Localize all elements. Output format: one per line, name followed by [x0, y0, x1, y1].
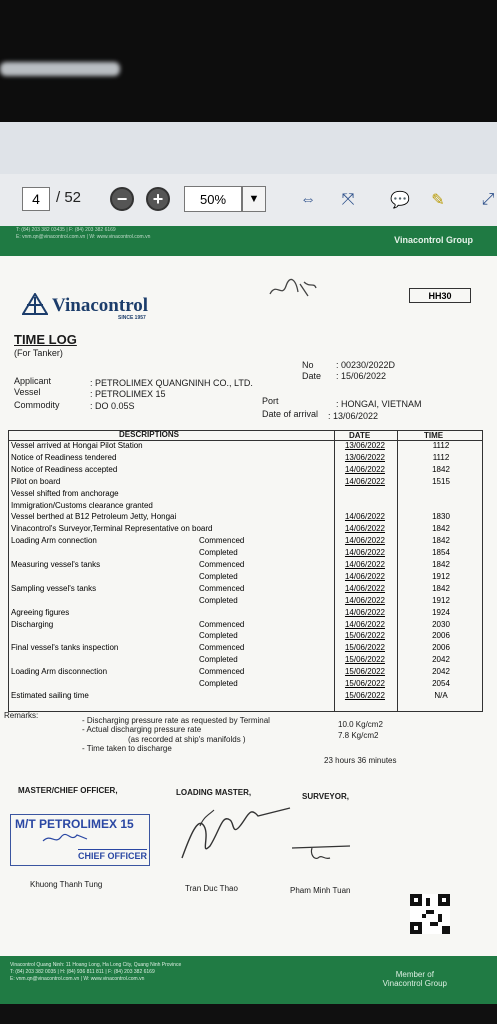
- doc-subtitle: (For Tanker): [14, 348, 63, 358]
- remark-line1: - Discharging pressure rate as requested by Terminal: [82, 716, 270, 725]
- vessel-label: Vessel: [14, 387, 41, 397]
- row-time: 1842: [432, 583, 450, 593]
- handwritten-initial: [268, 278, 318, 305]
- screen-margin: [0, 122, 497, 174]
- master-name: Khuong Thanh Tung: [30, 880, 103, 889]
- table-row: [9, 608, 482, 620]
- zoom-in-icon[interactable]: +: [146, 187, 170, 211]
- row-description: Sampling vessel's tanks: [11, 583, 97, 593]
- row-time: 1112: [432, 452, 450, 462]
- port-value: : HONGAI, VIETNAM: [336, 399, 422, 409]
- row-date: 15/06/2022: [344, 655, 386, 665]
- table-row: [9, 501, 482, 513]
- row-status: Completed: [199, 679, 238, 688]
- row-status: Completed: [199, 631, 238, 641]
- row-date: 15/06/2022: [344, 631, 386, 641]
- row-status: Commenced: [199, 536, 245, 546]
- remark-value1: 10.0 Kg/cm2: [338, 720, 383, 729]
- table-row: [9, 489, 482, 501]
- table-row: [9, 560, 482, 572]
- row-date: 14/06/2022: [344, 524, 386, 534]
- no-label: No: [302, 360, 314, 370]
- commodity-value: : DO 0.05S: [90, 401, 135, 411]
- letterhead-footer: [0, 956, 497, 1004]
- stamp-signature: [41, 831, 91, 847]
- table-row: [9, 536, 482, 548]
- row-status: Commenced: [199, 643, 245, 653]
- row-description: Notice of Readiness accepted: [11, 464, 118, 474]
- port-label: Port: [262, 396, 279, 406]
- arrival-label: Date of arrival: [262, 409, 319, 419]
- form-code: HH30: [409, 288, 471, 303]
- row-description: Immigration/Customs clearance granted: [11, 500, 153, 510]
- footer-contact: Vinacontrol Quang Ninh: 11 Hoang Long, Ha Long City, Quang Ninh Province T: (84) 203 382 0035 | H: (84) 936 811 811 | F: (84) 203 382 6169 E: vnm.qn@vinacontrol.com.vn | W: www.vinacontrol.com.vn: [10, 962, 182, 982]
- table-row: [9, 620, 482, 632]
- row-date: 14/06/2022: [344, 619, 386, 629]
- row-status: Completed: [199, 548, 238, 558]
- table-row: [9, 512, 482, 524]
- row-status: Completed: [199, 571, 238, 581]
- row-time: 2006: [432, 643, 450, 653]
- logo-since: SINCE 1957: [118, 315, 146, 321]
- chevron-down-icon[interactable]: ▼: [242, 186, 266, 212]
- time-log-table: [8, 430, 483, 712]
- stamp-line1: M/T PETROLIMEX 15: [15, 817, 134, 831]
- comment-icon[interactable]: 💬: [390, 192, 410, 209]
- row-date: 14/06/2022: [344, 476, 386, 486]
- table-row: [9, 584, 482, 596]
- row-date: 14/06/2022: [344, 571, 386, 581]
- surveyor-signature: [288, 836, 368, 866]
- col-descriptions: DESCRIPTIONS: [119, 430, 180, 439]
- row-description: Loading Arm connection: [11, 536, 97, 546]
- qr-code-icon: [410, 894, 450, 934]
- pdf-toolbar: [0, 174, 497, 227]
- row-date: 15/06/2022: [344, 667, 386, 677]
- footer-member: Member of Vinacontrol Group: [382, 970, 447, 988]
- row-description: Measuring vessel's tanks: [11, 560, 101, 569]
- logo-mark-icon: [22, 293, 48, 315]
- no-value: : 00230/2022D: [336, 360, 396, 370]
- applicant-value: : PETROLIMEX QUANGNINH CO., LTD.: [90, 378, 253, 388]
- row-description: Vessel arrived at Hongai Pilot Station: [11, 441, 143, 450]
- row-time: 1842: [432, 524, 450, 534]
- vessel-value: : PETROLIMEX 15: [90, 389, 166, 399]
- date-label: Date: [302, 371, 322, 381]
- expand-icon[interactable]: ⤢: [481, 191, 495, 208]
- loading-master-signature: [170, 796, 300, 866]
- row-date: 14/06/2022: [344, 595, 386, 605]
- col-date: DATE: [349, 431, 371, 440]
- header-contact: T: (84) 203 382 03435 | F: (84) 203 382 6169 E: vnm.qn@vinacontrol.com.vn | W: www.vinacontrol.com.vn: [16, 227, 151, 240]
- row-description: Agreeing figures: [11, 607, 70, 617]
- loading-master-label: LOADING MASTER,: [176, 788, 252, 797]
- page-number-input[interactable]: 4: [22, 187, 50, 211]
- glare: [0, 62, 120, 76]
- table-row: [9, 548, 482, 560]
- row-date: 14/06/2022: [344, 536, 386, 546]
- row-time: 1912: [432, 571, 450, 581]
- table-row: [9, 465, 482, 477]
- zoom-input[interactable]: 50%: [184, 186, 242, 212]
- row-date: 15/06/2022: [344, 679, 386, 688]
- table-row: [9, 441, 482, 453]
- row-description: Discharging: [11, 619, 54, 629]
- row-time: 1842: [432, 560, 450, 569]
- surveyor-name: Pham Minh Tuan: [290, 886, 351, 895]
- letterhead-header: [0, 226, 497, 256]
- fit-page-icon[interactable]: ⤧: [341, 191, 355, 208]
- row-date: 15/06/2022: [344, 690, 386, 700]
- row-date: 14/06/2022: [344, 560, 386, 569]
- row-time: 1842: [432, 464, 450, 474]
- monitor-bezel-bottom: [0, 1004, 497, 1024]
- row-time: 2042: [432, 667, 450, 677]
- table-header: [9, 431, 482, 441]
- monitor-bezel: [0, 0, 497, 122]
- row-status: Completed: [199, 595, 238, 605]
- row-time: 1912: [432, 595, 450, 605]
- row-status: Commenced: [199, 619, 245, 629]
- row-date: 14/06/2022: [344, 464, 386, 474]
- row-status: Commenced: [199, 667, 245, 677]
- row-description: Final vessel's tanks inspection: [11, 643, 119, 653]
- row-description: Notice of Readiness tendered: [11, 452, 117, 462]
- row-description: Loading Arm disconnection: [11, 667, 108, 677]
- remark-line2: - Actual discharging pressure rate: [82, 725, 202, 734]
- row-time: N/A: [434, 690, 448, 700]
- surveyor-label: SURVEYOR,: [302, 792, 349, 801]
- row-description: Pilot on board: [11, 476, 61, 486]
- table-row: [9, 453, 482, 465]
- fit-width-icon[interactable]: ⇔: [300, 191, 316, 208]
- row-date: 13/06/2022: [344, 452, 386, 462]
- pdf-page: [0, 226, 497, 1004]
- remark-line4: - Time taken to discharge: [82, 744, 172, 753]
- row-time: 2006: [432, 631, 450, 641]
- row-date: 15/06/2022: [344, 643, 386, 653]
- row-date: 14/06/2022: [344, 548, 386, 558]
- row-status: Completed: [199, 655, 238, 665]
- row-status: Commenced: [199, 560, 245, 569]
- row-time: 1854: [432, 548, 450, 558]
- row-time: 1830: [432, 512, 450, 522]
- row-description: Estimated sailing time: [11, 690, 89, 700]
- row-time: 1924: [432, 607, 450, 617]
- highlight-icon[interactable]: ✎: [431, 192, 445, 209]
- row-time: 1842: [432, 536, 450, 546]
- table-row: [9, 655, 482, 667]
- loading-master-name: Tran Duc Thao: [185, 884, 238, 893]
- table-row: [9, 596, 482, 608]
- page-total: / 52: [56, 189, 82, 206]
- remark-value2: 7.8 Kg/cm2: [338, 731, 379, 740]
- col-time: TIME: [424, 431, 444, 440]
- applicant-label: Applicant: [14, 376, 52, 386]
- table-row: [9, 643, 482, 655]
- remark-line3: (as recorded at ship's manifolds ): [128, 735, 246, 744]
- table-row: [9, 631, 482, 643]
- stamp-line2: CHIEF OFFICER: [78, 851, 147, 861]
- row-status: Commenced: [199, 583, 245, 593]
- ship-stamp: [10, 814, 150, 866]
- row-time: 2042: [432, 655, 450, 665]
- row-description: Vessel berthed at B12 Petroleum Jetty, Hongai: [11, 512, 177, 522]
- row-time: 2030: [432, 619, 450, 629]
- master-label: MASTER/CHIEF OFFICER,: [18, 786, 118, 795]
- row-time: 1112: [432, 441, 450, 450]
- date-value: : 15/06/2022: [336, 371, 387, 381]
- remarks-label: Remarks:: [4, 711, 39, 720]
- row-date: 14/06/2022: [344, 607, 386, 617]
- doc-title: TIME LOG: [14, 332, 77, 347]
- remark-value4: 23 hours 36 minutes: [324, 756, 397, 765]
- logo-name: Vinacontrol: [52, 295, 149, 316]
- arrival-value: : 13/06/2022: [328, 411, 379, 421]
- header-group-name: Vinacontrol Group: [394, 235, 473, 245]
- table-row: [9, 667, 482, 679]
- zoom-out-icon[interactable]: −: [110, 187, 134, 211]
- row-description: Vinacontrol's Surveyor,Terminal Representative on board: [11, 524, 213, 534]
- table-row: [9, 691, 482, 703]
- row-time: 1515: [432, 476, 450, 486]
- row-date: 13/06/2022: [344, 441, 386, 450]
- row-date: 14/06/2022: [344, 512, 386, 522]
- table-row: [9, 524, 482, 536]
- commodity-label: Commodity: [14, 400, 60, 410]
- table-row: [9, 679, 482, 691]
- row-description: Vessel shifted from anchorage: [11, 488, 119, 498]
- table-row: [9, 477, 482, 489]
- row-time: 2054: [432, 679, 450, 688]
- table-row: [9, 572, 482, 584]
- row-date: 14/06/2022: [344, 583, 386, 593]
